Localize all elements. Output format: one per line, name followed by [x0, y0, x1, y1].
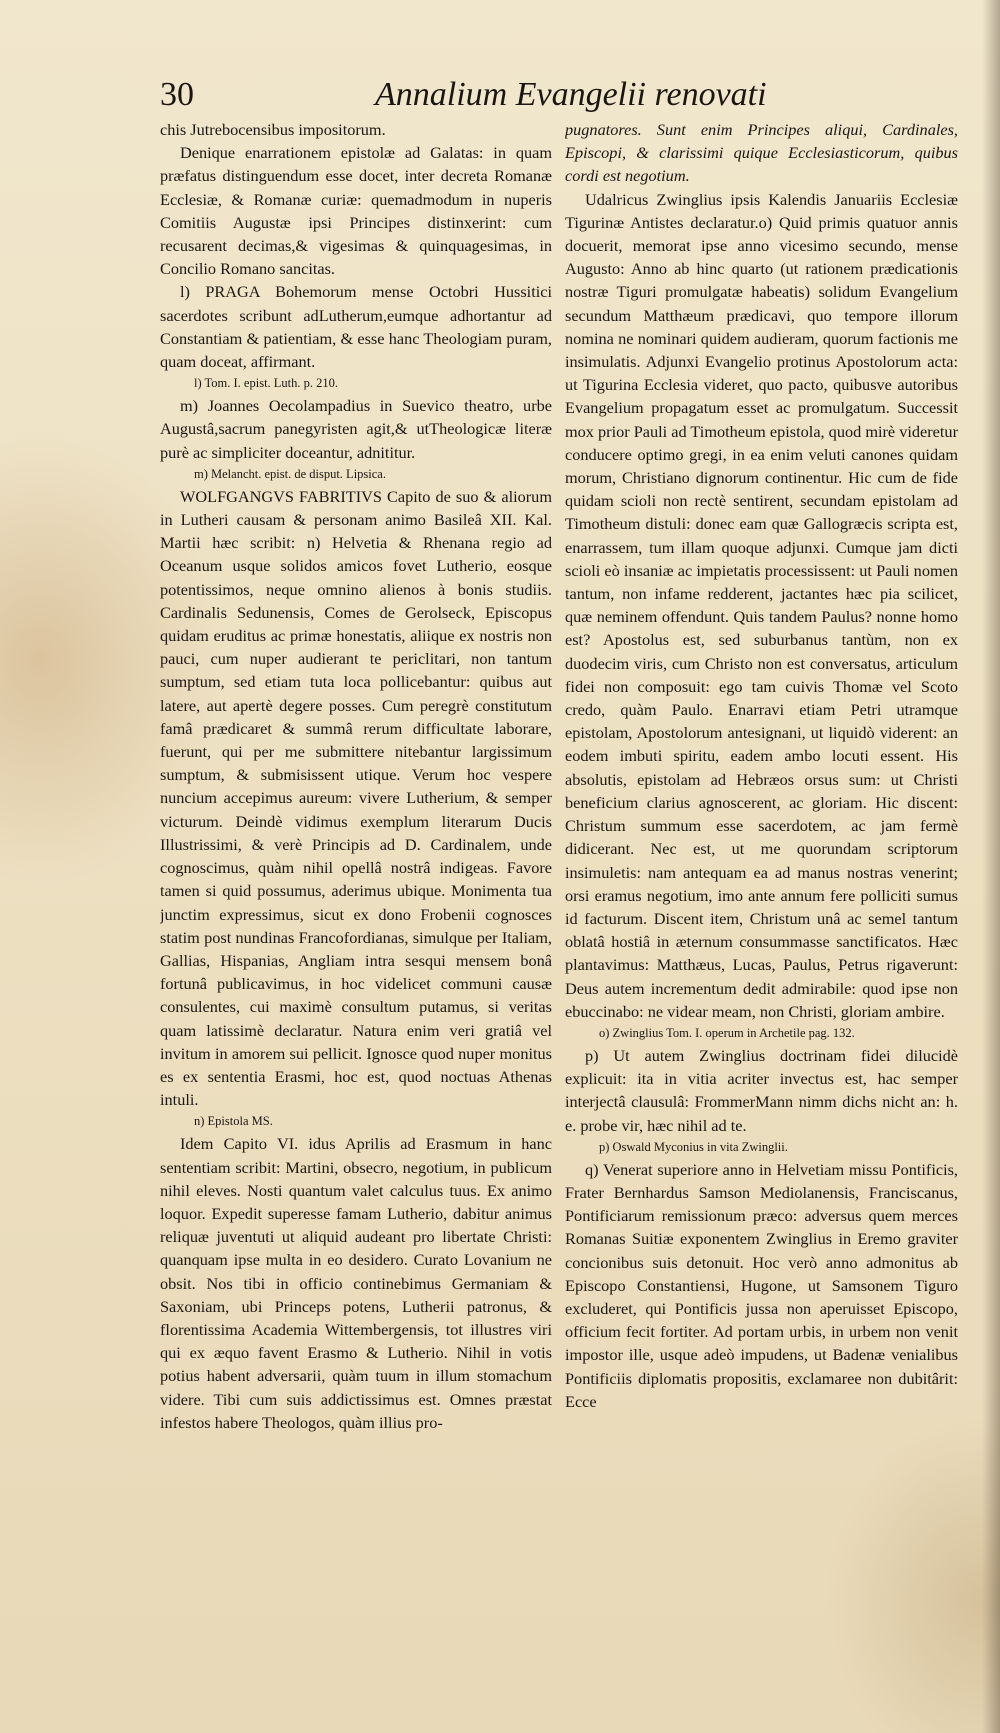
paragraph: chis Jutrebocensibus impositorum. [160, 120, 386, 139]
page-number: 30 [160, 76, 194, 113]
paragraph: Udalricus Zwinglius ipsis Kalendis Januariis Ecclesiæ Tigurinæ Antistes declaratur.o) Quid primis quatuor annis docuerit, memorat ipse anno vicesimo secundo, mense Augusto: Anno ab hinc quarto (ut rationem prædicationis nostræ Tiguri promulgatæ habeatis) solidum Evangelium secundum Matthæum prædicavi, quo tempore illorum nomina ne nominari quidem audieram, quorum factionis me insimulatis. Adjunxi Evangelio protinus Apostolorum acta: ut Tigurina Ecclesia videret, quo pacto, quibusve autoribus Evangelium propagatum esset ac promulgatum. Successit mox prior Pauli ad Timotheum epistola, quod mirè videretur conducere optimo gregi, in ea enim veluti canones quidam morum, Christiano dignorum continentur. Hic cum de fide quidam scioli non rectè sentirent, secundam epistolam ad Timotheum distuli: donec eam quæ Gallogræcis scripta est, enarrassem, tum illam quoque adjunxi. Cumque jam dicti scioli eò insaniæ ac impietatis processissent: ut Pauli nomen tantum, non infame redderent, jactantes hæc pia scilicet, quæ neminem offendunt. Quis tandem Paulus? nonne homo est? Apostolus est, sed suburbanus tantùm, non ex duodecim viris, cum Christo non est conversatus, articulum fidei non composuit: ego tam cuivis Thomæ vel Scoto credo, quàm Paulo. Enarravi etiam Petri utramque epistolam, Apostolorum antesignani, ut liquidò viderent: an eodem imbuti spiritu, eadem ambo locuti essent. His absolutis, epistolam ad Hebræos orsus sum: ut Christi beneficium clarius agnoscerent, ac gloriam. Hic discent: Christum summum esse sacerdotem, ac jam fermè didicerant. Nec est, ut me quorundam scriptorum insimuletis: nam antequam ea ad manus nostras venerint; orsi eramus negotium, imo ante annum fere polliciti sumus id facturum. Discent item, Christum unâ ac semel tantum oblatâ hostiâ in æternum consummasse sanctificatos. Hæc plantavimus: Matthæus, Lucas, Paulus, Petrus rigaverunt: Deus autem incrementum dedit admirabile: quod ipse non ebuccinabo: ne videar meam, non Christi, gloriam ambire. [565, 189, 958, 1021]
footnote: l) Tom. I. epist. Luth. p. 210. [194, 376, 339, 391]
paragraph: Idem Capito VI. idus Aprilis ad Erasmum in hanc sententiam scribit: Martini, obsecro, negotium, in publicum nihil eleves. Nosti quantum valet calculus tuus. Ex animo loquor. Expedit superesse famam Lutherio, dabitur animus reliquæ juventuti ut aliquid audeant pro libertate Christi: quanquam ipse multa in eo desidero. Curato Lovanium ne obsit. Nos tibi in officio continebimus Germaniam & Saxoniam, ubi Princeps potens, Lutherii patronus, & florentissima Academia Wittembergensis, tot illustres viri qui ex æquo favent Erasmo & Lutherio. Nihil in votis potius habent adversarii, quàm tuum in illum stomachum videre. Tibi cum suis addictissimus est. Omnes præstat infestos habere Theologos, quàm illius pro- [160, 1134, 552, 1432]
footnote: m) Melancht. epist. de disput. Lipsica. [194, 466, 386, 481]
paragraph: Denique enarrationem epistolæ ad Galatas: in quam præfatus distinguendum esse docet, inter decreta Romanæ Ecclesiæ, & Romanæ curiæ: quemadmodum in nuperis Comitiis Augustæ ipsi Principes distinxerint: cum recusarent decimas,& vigesimas & quinquagesimas, in Concilio Romano sancitas. [160, 143, 552, 279]
footnote: o) Zwinglius Tom. I. operum in Archetile pag. 132. [599, 1025, 855, 1040]
footnote: n) Epistola MS. [194, 1114, 273, 1129]
paragraph: pugnatores. Sunt enim Principes aliqui, Cardinales, Episcopi, & clarissimi quique Ecclesiasticorum, quibus cordi est negotium. [565, 120, 958, 186]
footnote: p) Oswald Myconius in vita Zwinglii. [599, 1139, 788, 1154]
right-column [565, 118, 958, 1708]
paragraph: WOLFGANGVS FABRITIVS Capito de suo & aliorum in Lutheri causam & personam animo Basileâ XII. Kal. Martii hæc scribit: n) Helvetia & Rhenana regio ad Oceanum usque solidos amicos fovet Lutherio, eosque potentissimos, neque omnino alienos à bonis studiis. Cardinalis Sedunensis, Comes de Gerolseck, Episcopus quidam eruditus ac primæ honestatis, aliique ex nostris non pauci, cum nuper audierant te periclitari, non tantum sumptum, sed etiam tuta loca pollicebantur: quibus aut latere, aut apertè degere posses. Cum peregrè constitutum famâ prædicaret & summâ rerum difficultate laborare, fuerunt, qui per me submittere nitebantur largissimum sumptum, & submisissent utique. Verum hoc vespere nuncium accepimus aureum: vivere Lutherium, & semper victurum. Deindè vidimus exemplum literarum Ducis Illustrissimi, & verè Principis ad D. Cardinalem, unde cognoscimus, quàm nihil opellâ nostrâ indigeas. Favore tamen si quid possumus, aderimus ubique. Monimenta tua junctim expressimus, sicut ex dono Frobenii cognosces statim post nundinas Francofordianas, simulque per Italiam, Gallias, Hispanias, Angliam intra sesqui mensem bonâ fortunâ publicavimus, in hoc videlicet communi causæ consulentes, cui maximè consultum putamus, si veritas quam latissimè declaratur. Natura enim veri gratiâ vel invitum in amorem sui pellicit. Ignosce quod nuper monitus es ex sententia Erasmi, hoc est, quod noctuas Athenas intuli. [160, 486, 552, 1110]
paragraph: m) Joannes Oecolampadius in Suevico theatro, urbe Augustâ,sacrum panegyristen agit,& utTheologicæ literæ purè ac simpliciter doceantur, adnititur. [160, 396, 552, 462]
paragraph: q) Venerat superiore anno in Helvetiam missu Pontificis, Frater Bernhardus Samson Mediolanensis, Franciscanus, Pontificiarum remissionum præco: adversus quem merces Romanas Suitiæ exponentem Zwinglius in Eremo graviter concionibus suis detonuit. Hoc verò anno admonitus ab Episcopo Constantiensi, Hugone, ut Samsonem Tiguro excluderet, qui Pontificis jussa non aperuisset Episcopo, officium fecit fortiter. Ad portam urbis, in urbem non venit impostor ille, usque adeò impudens, ut Badenæ venialibus Pontificiis diplomatis propositis, exclamaree non dubitârit: Ecce [565, 1159, 958, 1411]
paragraph: p) Ut autem Zwinglius doctrinam fidei dilucidè explicuit: ita in vitia acriter invectus est, hac semper interjectâ clausulâ: FrommerMann nimm dichs nicht an: h. e. probe vir, hæc nihil ad te. [565, 1045, 958, 1135]
left-column [160, 118, 552, 1708]
page-edge-shadow [982, 0, 1000, 1733]
running-title: Annalium Evangelii renovati [375, 76, 767, 113]
paragraph: l) PRAGA Bohemorum mense Octobri Hussitici sacerdotes scribunt adLutherum,eumque adhortantur ad Constantiam & patientiam, & esse hanc Theologiam puram, quam doceat, affirmant. [160, 282, 552, 372]
